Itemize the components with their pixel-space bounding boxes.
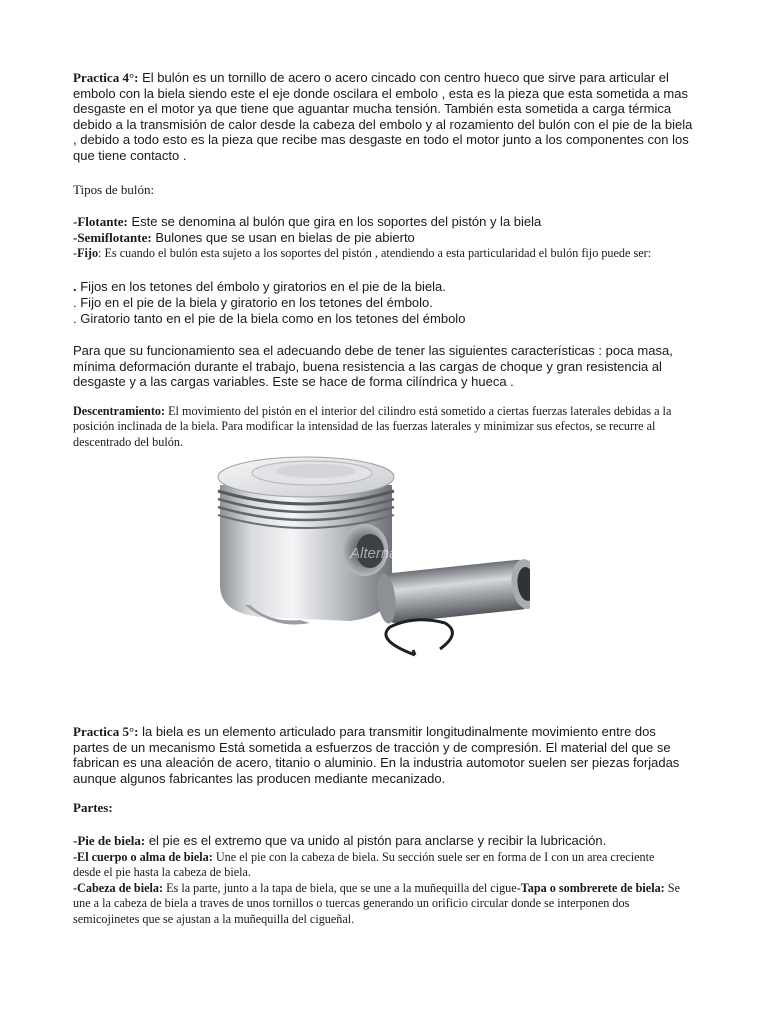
fijo-paragraph xyxy=(73,246,685,261)
fijo-item-bullet: . xyxy=(73,295,77,310)
descentramiento-text: El movimiento del pistón en el interior del cilindro está sometido a ciertas fuerzas laterales debidas a la posición inclinada de la biela. Para modificar la intensidad de las fuerzas laterales y minimizar sus efectos, se recurre al descentrado del bulón. xyxy=(73,404,672,449)
fijo-item xyxy=(73,279,698,295)
flotante-line xyxy=(73,214,698,230)
practica-5-text: la biela es un elemento articulado para transmitir longitudinalmente movimiento entre dos partes de un mecanismo Está sometida a esfuerzos de tracción y de compresión. El material del que se fabrican es una aleación de acero, titanio o aluminio. En la industria automotor suelen ser piezas forjadas aunque algunos fabricantes las producen mediante mecanizado. xyxy=(73,724,680,786)
partes-heading xyxy=(73,800,698,816)
watermark-text: AlternativA xyxy=(350,545,423,562)
fijo-item-bullet: . xyxy=(73,279,77,294)
cabeza-text: Es la parte, junto a la tapa de biela, que se une a la muñequilla del cigue- xyxy=(163,881,521,895)
practica-4-paragraph xyxy=(73,70,698,164)
fijo-text: : Es cuando el bulón esta sujeto a los soportes del pistón , atendiendo a esta particularidad el bulón fijo puede ser: xyxy=(98,246,652,260)
fijo-item-text: Giratorio tanto en el pie de la biela como en los tetones del émbolo xyxy=(76,311,466,326)
cuerpo-text: Une el pie con la cabeza de biela. Su sección suele ser en forma de I con un area creciente desde el pie hasta la cabeza de biela. xyxy=(73,850,655,880)
descentramiento-label: Descentramiento: xyxy=(73,404,166,418)
piston-illustration xyxy=(200,455,530,670)
descentramiento-paragraph xyxy=(73,404,698,450)
piston-image xyxy=(200,455,530,670)
semiflotante-label: -Semiflotante: xyxy=(73,230,152,245)
tapa-text: Se une a la cabeza de biela a traves de unos tornillos o tuercas generando un orificio circular donde se interponen dos semicojinetes que se ajustan a la muñequilla del cigueñal. xyxy=(73,881,680,926)
pie-line xyxy=(73,833,698,849)
tapa-label: Tapa o sombrerete de biela: xyxy=(520,881,665,895)
pie-text: el pie es el extremo que va unido al pistón para anclarse y recibir la lubricación. xyxy=(145,833,607,848)
tipos-heading: Tipos de bulón: xyxy=(73,182,155,197)
flotante-text: Este se denomina al bulón que gira en los soportes del pistón y la biela xyxy=(127,214,542,229)
funcionamiento-paragraph: Para que su funcionamiento sea el adecuando debe de tener las siguientes características : poca masa, mínima deformación durante el trabajo, buena resistencia a las cargas de choque y gran resistencia al desgaste y a las cargas variables. Este se hace de forma cilíndrica y hueca . xyxy=(73,343,673,390)
partes-heading-text: Partes: xyxy=(73,800,113,815)
fijo-item-text: Fijos en los tetones del émbolo y giratorios en el pie de la biela. xyxy=(76,279,446,294)
cabeza-paragraph xyxy=(73,881,685,927)
fijo-item-text: Fijo en el pie de la biela y giratorio en los tetones del émbolo. xyxy=(76,295,433,310)
semiflotante-text: Bulones que se usan en bielas de pie abierto xyxy=(151,230,415,245)
fijo-dash: - xyxy=(73,246,78,260)
fijo-item xyxy=(73,311,698,327)
practica-5-paragraph xyxy=(73,724,693,786)
cabeza-label: -Cabeza de biela: xyxy=(73,881,164,895)
fijo-item-bullet: . xyxy=(73,311,77,326)
practica-5-label: Practica 5°: xyxy=(73,724,139,739)
flotante-label: -Flotante: xyxy=(73,214,128,229)
fijo-item xyxy=(73,295,698,311)
fijo-label: Fijo xyxy=(77,246,99,260)
practica-4-text: El bulón es un tornillo de acero o acero cincado con centro hueco que sirve para articular el embolo con la biela siendo este el eje donde oscilara el embolo , esta es la pieza que esta sometida a mas desgaste en el motor ya que tiene que aguantar mucha tensión. También esta sometida a carga térmica debido a la transmisión de calor desde la cabeza del embolo y al rozamiento del bulón con el pie de la biela , debido a todo esto es la pieza que recibe mas desgaste en todo el motor junto a los componentes con los que tiene contacto . xyxy=(73,70,693,163)
practica-4-label: Practica 4°: xyxy=(73,70,139,85)
cuerpo-paragraph xyxy=(73,850,685,881)
cuerpo-label: -El cuerpo o alma de biela: xyxy=(73,850,213,864)
semiflotante-line xyxy=(73,230,698,246)
pie-label: -Pie de biela: xyxy=(73,833,146,848)
